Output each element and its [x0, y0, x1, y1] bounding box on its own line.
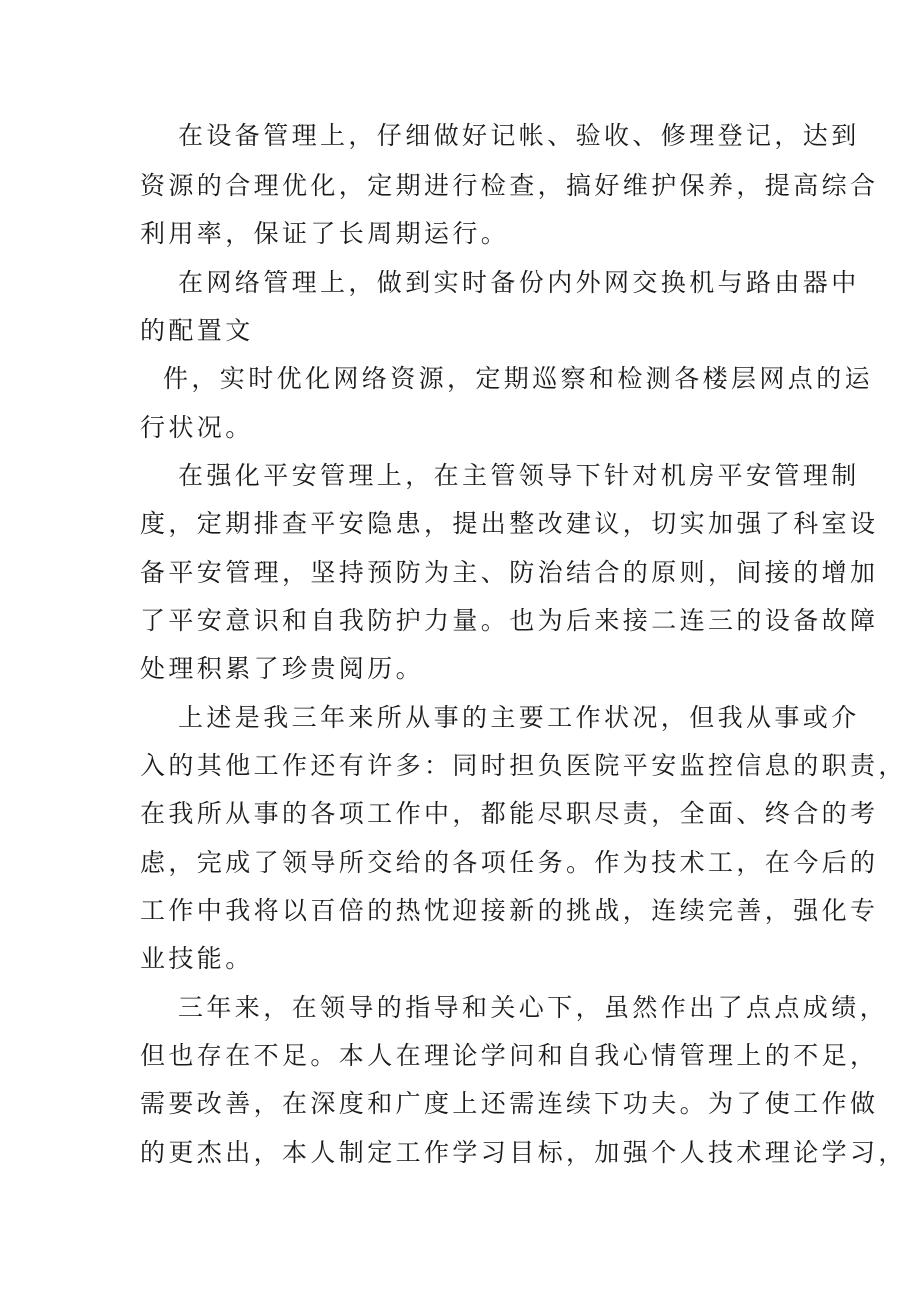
- text-line: 的更杰出，本人制定工作学习目标，加强个人技术理论学习，: [140, 1138, 907, 1167]
- text-line: 行状况。: [140, 413, 254, 442]
- text-line: 利用率，保证了长周期运行。: [140, 219, 510, 248]
- text-line: 了平安意识和自我防护力量。也为后来接二连三的设备故障: [140, 606, 879, 635]
- text-line: 入的其他工作还有许多：同时担负医院平安监控信息的职责，: [140, 751, 907, 780]
- text-line: 在强化平安管理上，在主管领导下针对机房平安管理制: [178, 461, 860, 490]
- text-line: 工作中我将以百倍的热忱迎接新的挑战，连续完善，强化专: [140, 896, 879, 925]
- text-line: 需要改善，在深度和广度上还需连续下功夫。为了使工作做: [140, 1089, 879, 1118]
- text-line: 备平安管理，坚持预防为主、防治结合的原则，间接的增加: [140, 558, 879, 587]
- text-line: 处理积累了珍贵阅历。: [140, 654, 425, 683]
- text-line: 业技能。: [140, 944, 254, 973]
- text-line: 三年来，在领导的指导和关心下，虽然作出了点点成绩，: [178, 993, 889, 1022]
- text-line: 件，实时优化网络资源，定期巡察和检测各楼层网点的运: [163, 364, 874, 393]
- text-line: 在我所从事的各项工作中，都能尽职尽责，全面、终合的考: [140, 799, 879, 828]
- text-line: 资源的合理优化，定期进行检查，搞好维护保养，提高综合: [140, 171, 879, 200]
- text-line: 在设备管理上，仔细做好记帐、验收、修理登记，达到: [178, 121, 860, 150]
- text-line: 度，定期排查平安隐患，提出整改建议，切实加强了科室设: [140, 509, 879, 538]
- text-line: 的配置文: [140, 316, 254, 345]
- text-line: 上述是我三年来所从事的主要工作状况，但我从事或介: [178, 703, 860, 732]
- text-line: 在网络管理上，做到实时备份内外网交换机与路由器中: [178, 268, 860, 297]
- text-line: 但也存在不足。本人在理论学问和自我心情管理上的不足，: [140, 1041, 879, 1070]
- text-line: 虑，完成了领导所交给的各项任务。作为技术工，在今后的: [140, 848, 879, 877]
